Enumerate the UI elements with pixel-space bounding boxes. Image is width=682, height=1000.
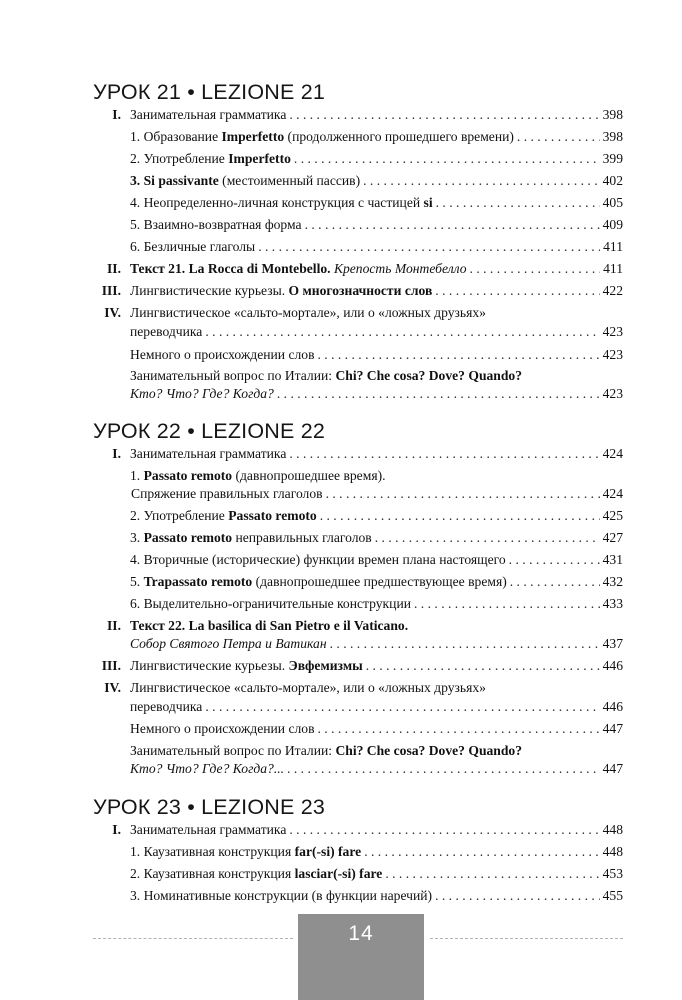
- toc-entry[interactable]: [93, 506, 623, 526]
- page-ref: 446: [602, 699, 623, 714]
- lesson-21-title: УРОК 21 • LEZIONE 21: [93, 80, 326, 104]
- leader-dots: [320, 506, 600, 526]
- toc-entry[interactable]: [93, 616, 623, 636]
- leader-dots: [205, 697, 599, 717]
- leader-dots: [289, 444, 599, 464]
- entry-title: Кто? Что? Где? Когда?...: [130, 761, 285, 776]
- page-ref: 423: [602, 324, 623, 339]
- page-ref: 424: [602, 486, 623, 501]
- leader-dots: [294, 149, 600, 169]
- entry-title: 3. Passato remoto неправильных глаголов: [130, 530, 372, 545]
- entry-title: Текст 21. La Rocca di Montebello. Крепость Монтебелло: [130, 261, 467, 276]
- section-number: IV.: [104, 680, 121, 695]
- toc-entry[interactable]: [93, 215, 623, 235]
- leader-dots: [470, 259, 601, 279]
- leader-dots: [287, 759, 600, 779]
- toc-entry[interactable]: [93, 719, 623, 739]
- leader-dots: [385, 864, 599, 884]
- page-ref: 453: [602, 866, 623, 881]
- leader-dots: [517, 127, 600, 147]
- page-ref: 398: [602, 129, 623, 144]
- entry-title: 1. Passato remoto (давнопрошедшее время).: [130, 468, 386, 483]
- leader-dots: [366, 656, 600, 676]
- section-number: I.: [112, 107, 121, 122]
- page-ref: 411: [603, 261, 623, 276]
- leader-dots: [330, 634, 600, 654]
- entry-title: переводчика: [130, 699, 203, 714]
- page-ref: 405: [602, 195, 623, 210]
- toc-entry[interactable]: [93, 105, 623, 125]
- lesson-23-title: УРОК 23 • LEZIONE 23: [93, 795, 326, 819]
- toc-entry-continuation[interactable]: [93, 759, 623, 779]
- entry-title: Спряжение правильных глаголов: [131, 486, 323, 501]
- entry-title: Собор Святого Петра и Ватикан: [130, 636, 327, 651]
- page-ref: 409: [602, 217, 623, 232]
- entry-title: Занимательная грамматика: [130, 822, 287, 837]
- footer-divider-left: [93, 938, 293, 939]
- toc-entry[interactable]: [93, 259, 623, 279]
- entry-title: Занимательная грамматика: [130, 446, 287, 461]
- entry-title: 6. Выделительно-ограничительные конструкции: [130, 596, 411, 611]
- page-ref: 448: [602, 822, 623, 837]
- entry-title: 2. Употребление Passato remoto: [130, 508, 317, 523]
- toc-entry[interactable]: [93, 444, 623, 464]
- page-ref: 455: [602, 888, 623, 903]
- page-ref: 402: [602, 173, 623, 188]
- leader-dots: [205, 322, 599, 342]
- section-number: IV.: [104, 305, 121, 320]
- entry-title: Кто? Что? Где? Когда?: [130, 386, 274, 401]
- toc-entry[interactable]: [93, 572, 623, 592]
- toc-entry[interactable]: [93, 528, 623, 548]
- toc-entry[interactable]: [93, 678, 623, 698]
- toc-entry[interactable]: [93, 149, 623, 169]
- entry-title: 3. Si passivante (местоименный пассив): [130, 173, 361, 188]
- entry-title: 1. Каузативная конструкция far(-si) fare: [130, 844, 362, 859]
- toc-entry[interactable]: [93, 193, 623, 213]
- toc-entry-continuation[interactable]: [93, 384, 623, 404]
- leader-dots: [435, 886, 600, 906]
- leader-dots: [436, 193, 600, 213]
- page-ref: 423: [602, 386, 623, 401]
- leader-dots: [510, 572, 600, 592]
- page-ref: 437: [602, 636, 623, 651]
- section-number: II.: [107, 261, 121, 276]
- page-number-tab: [298, 914, 424, 1000]
- lesson-22-title: УРОК 22 • LEZIONE 22: [93, 419, 326, 443]
- toc-entry[interactable]: [93, 303, 623, 323]
- entry-title: Лингвистическое «сальто-мортале», или о «ложных друзьях»: [130, 680, 486, 695]
- section-number: I.: [112, 822, 121, 837]
- section-number: III.: [101, 658, 121, 673]
- entry-title: Немного о происхождении слов: [130, 347, 315, 362]
- section-number: III.: [101, 283, 121, 298]
- section-number: II.: [107, 618, 121, 633]
- leader-dots: [258, 237, 600, 257]
- toc-entry[interactable]: [93, 127, 623, 147]
- page-ref: 398: [602, 107, 623, 122]
- section-number: I.: [112, 446, 121, 461]
- leader-dots: [317, 719, 599, 739]
- toc-entry[interactable]: [93, 237, 623, 257]
- leader-dots: [289, 105, 599, 125]
- entry-title: переводчика: [130, 324, 203, 339]
- page-ref: 424: [602, 446, 623, 461]
- entry-title: 2. Каузативная конструкция lasciar(-si) fare: [130, 866, 383, 881]
- entry-title: Занимательный вопрос по Италии: Chi? Che cosa? Dove? Quando?: [130, 368, 523, 383]
- page-ref: 425: [602, 508, 623, 523]
- leader-dots: [375, 528, 600, 548]
- entry-title: Занимательный вопрос по Италии: Chi? Che cosa? Dove? Quando?: [130, 743, 523, 758]
- page-ref: 447: [602, 761, 623, 776]
- leader-dots: [289, 820, 599, 840]
- entry-title: Лингвистические курьезы. О многозначности слов: [130, 283, 433, 298]
- leader-dots: [364, 842, 599, 862]
- entry-title: 4. Неопределенно-личная конструкция с частицей si: [130, 195, 433, 210]
- entry-title: 6. Безличные глаголы: [130, 239, 256, 254]
- leader-dots: [509, 550, 600, 570]
- entry-title: Занимательная грамматика: [130, 107, 287, 122]
- toc-entry-continuation[interactable]: [93, 697, 623, 717]
- entry-title: 5. Взаимно-возвратная форма: [130, 217, 302, 232]
- leader-dots: [305, 215, 600, 235]
- entry-title: Лингвистические курьезы. Эвфемизмы: [130, 658, 363, 673]
- toc-entry[interactable]: [93, 842, 623, 862]
- page-number: 14: [348, 922, 374, 945]
- entry-title: 5. Trapassato remoto (давнопрошедшее предшествующее время): [130, 574, 507, 589]
- toc-entry[interactable]: [93, 466, 623, 486]
- leader-dots: [414, 594, 600, 614]
- toc-entry-continuation[interactable]: [93, 484, 623, 504]
- toc-entry[interactable]: [93, 741, 623, 761]
- page-ref: 433: [602, 596, 623, 611]
- page-ref: 427: [602, 530, 623, 545]
- entry-title: 2. Употребление Imperfetto: [130, 151, 291, 166]
- page-ref: 447: [602, 721, 623, 736]
- toc-entry[interactable]: [93, 864, 623, 884]
- toc-entry[interactable]: [93, 656, 623, 676]
- page-ref: 422: [602, 283, 623, 298]
- leader-dots: [277, 384, 600, 404]
- entry-title: Текст 22. La basilica di San Pietro e il Vaticano.: [130, 618, 409, 633]
- leader-dots: [363, 171, 599, 191]
- footer-divider-right: [430, 938, 623, 939]
- toc-entry-continuation[interactable]: [93, 322, 623, 342]
- toc-entry[interactable]: [93, 366, 623, 386]
- toc-entry[interactable]: [93, 820, 623, 840]
- entry-title: Немного о происхождении слов: [130, 721, 315, 736]
- leader-dots: [317, 345, 599, 365]
- page-ref: 446: [602, 658, 623, 673]
- toc-entry[interactable]: [93, 171, 623, 191]
- toc-entry[interactable]: [93, 345, 623, 365]
- entry-title: Лингвистическое «сальто-мортале», или о «ложных друзьях»: [130, 305, 486, 320]
- page-ref: 423: [602, 347, 623, 362]
- entry-title: 1. Образование Imperfetto (продолженного прошедшего времени): [130, 129, 514, 144]
- page-ref: 399: [602, 151, 623, 166]
- page-ref: 431: [602, 552, 623, 567]
- toc-entry[interactable]: [93, 281, 623, 301]
- leader-dots: [326, 484, 600, 504]
- toc-entry-continuation[interactable]: [93, 634, 623, 654]
- toc-entry[interactable]: [93, 886, 623, 906]
- page-ref: 432: [602, 574, 623, 589]
- entry-title: 3. Номинативные конструкции (в функции наречий): [130, 888, 433, 903]
- entry-title: 4. Вторичные (исторические) функции времен плана настоящего: [130, 552, 506, 567]
- page-ref: 448: [602, 844, 623, 859]
- leader-dots: [435, 281, 599, 301]
- page-ref: 411: [603, 239, 623, 254]
- toc-entry[interactable]: [93, 550, 623, 570]
- toc-entry[interactable]: [93, 594, 623, 614]
